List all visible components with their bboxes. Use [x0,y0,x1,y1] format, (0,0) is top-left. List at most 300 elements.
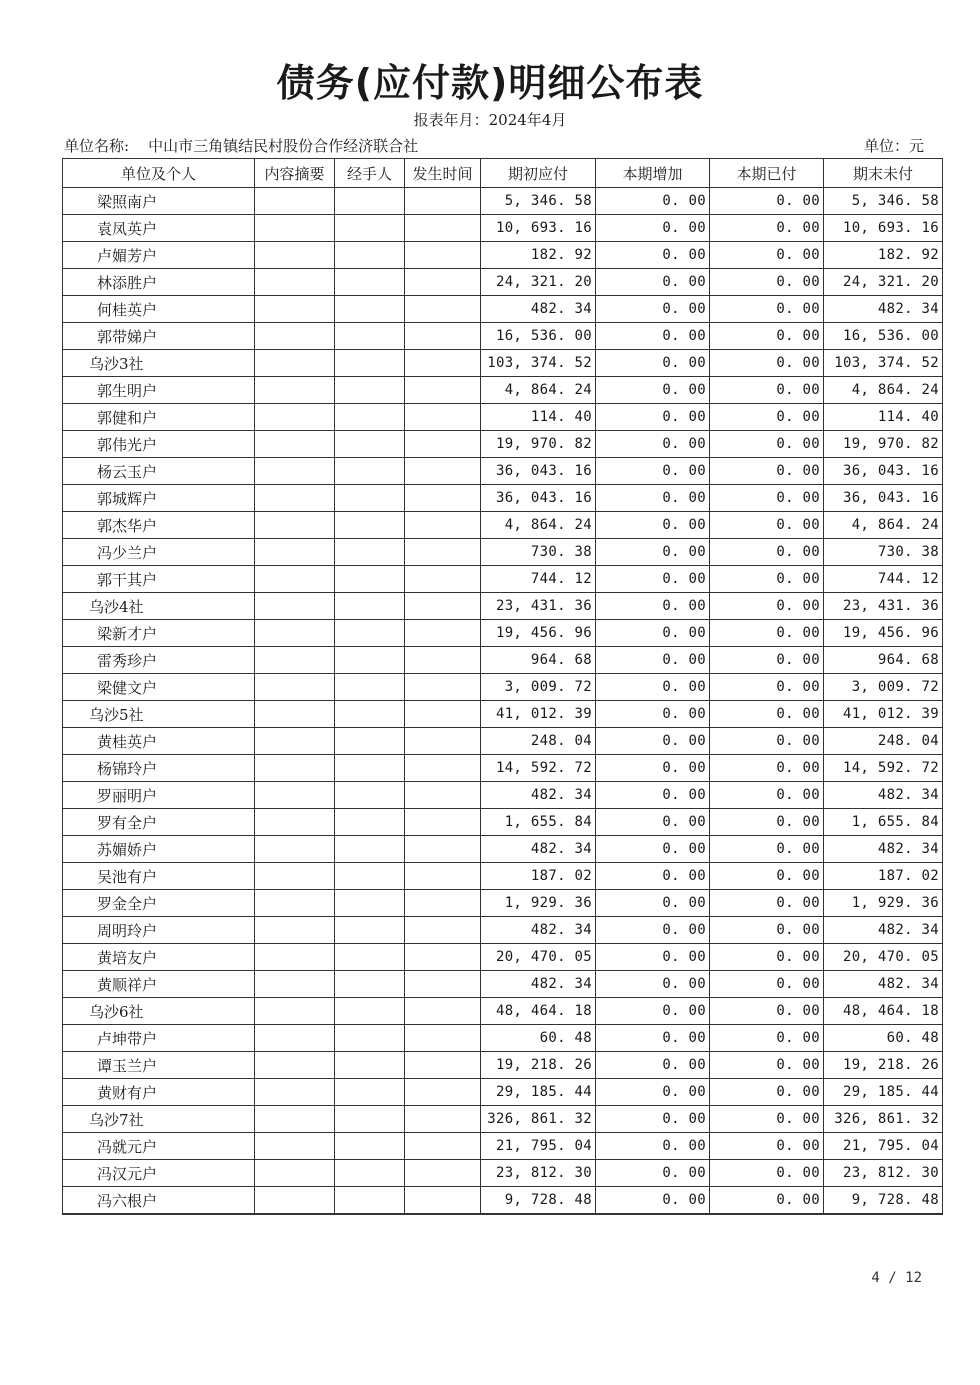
handler-cell [335,1160,405,1187]
added-cell: 0. 00 [596,539,710,566]
table-row [63,836,943,863]
table-row [63,431,943,458]
added-cell: 0. 00 [596,701,710,728]
opening-cell: 482. 34 [481,917,596,944]
column-header: 单位及个人 [63,159,255,188]
handler-cell [335,242,405,269]
table-row [63,296,943,323]
date-cell [405,782,481,809]
table-row-group [63,593,943,620]
date-cell [405,836,481,863]
added-cell: 0. 00 [596,188,710,215]
table-row [63,755,943,782]
handler-cell [335,566,405,593]
opening-cell: 182. 92 [481,242,596,269]
table-row [63,971,943,998]
opening-cell: 326, 861. 32 [481,1106,596,1133]
name-cell: 乌沙4社 [63,593,255,620]
handler-cell [335,755,405,782]
paid-cell: 0. 00 [710,701,824,728]
summary-cell [255,404,335,431]
paid-cell: 0. 00 [710,485,824,512]
handler-cell [335,863,405,890]
opening-cell: 482. 34 [481,782,596,809]
closing-cell: 19, 970. 82 [824,431,943,458]
paid-cell: 0. 00 [710,971,824,998]
paid-cell: 0. 00 [710,431,824,458]
summary-cell [255,377,335,404]
added-cell: 0. 00 [596,755,710,782]
closing-cell: 24, 321. 20 [824,269,943,296]
opening-cell: 19, 970. 82 [481,431,596,458]
page-title: 债务(应付款)明细公布表 [276,61,704,105]
handler-cell [335,431,405,458]
handler-cell [335,485,405,512]
date-cell [405,1106,481,1133]
closing-cell: 3, 009. 72 [824,674,943,701]
date-cell [405,188,481,215]
table-row [63,485,943,512]
opening-cell: 1, 655. 84 [481,809,596,836]
name-cell: 袁凤英户 [63,215,255,242]
summary-cell [255,431,335,458]
date-cell [405,1187,481,1215]
handler-cell [335,782,405,809]
opening-cell: 20, 470. 05 [481,944,596,971]
summary-cell [255,836,335,863]
paid-cell: 0. 00 [710,620,824,647]
handler-cell [335,647,405,674]
closing-cell: 730. 38 [824,539,943,566]
closing-cell: 744. 12 [824,566,943,593]
name-cell: 郭健和户 [63,404,255,431]
name-cell: 杨云玉户 [63,458,255,485]
table-row [63,728,943,755]
opening-cell: 24, 321. 20 [481,269,596,296]
name-cell: 吴池有户 [63,863,255,890]
paid-cell: 0. 00 [710,1160,824,1187]
opening-cell: 9, 728. 48 [481,1187,596,1215]
date-cell [405,431,481,458]
name-cell: 何桂英户 [63,296,255,323]
summary-cell [255,1052,335,1079]
handler-cell [335,1025,405,1052]
added-cell: 0. 00 [596,296,710,323]
summary-cell [255,188,335,215]
paid-cell: 0. 00 [710,1133,824,1160]
closing-cell: 21, 795. 04 [824,1133,943,1160]
paid-cell: 0. 00 [710,215,824,242]
table-row [63,188,943,215]
opening-cell: 3, 009. 72 [481,674,596,701]
opening-cell: 482. 34 [481,971,596,998]
date-cell [405,1133,481,1160]
closing-cell: 48, 464. 18 [824,998,943,1025]
summary-cell [255,1133,335,1160]
summary-cell [255,566,335,593]
column-header: 经手人 [335,159,405,188]
opening-cell: 23, 812. 30 [481,1160,596,1187]
paid-cell: 0. 00 [710,728,824,755]
date-cell [405,539,481,566]
added-cell: 0. 00 [596,485,710,512]
table-row [63,782,943,809]
table-row [63,1052,943,1079]
paid-cell: 0. 00 [710,782,824,809]
unit-line [64,135,924,157]
added-cell: 0. 00 [596,431,710,458]
date-cell [405,512,481,539]
date-cell [405,809,481,836]
name-cell: 罗金全户 [63,890,255,917]
name-cell: 苏媚娇户 [63,836,255,863]
name-cell: 郭伟光户 [63,431,255,458]
handler-cell [335,998,405,1025]
handler-cell [335,377,405,404]
summary-cell [255,755,335,782]
handler-cell [335,1052,405,1079]
summary-cell [255,971,335,998]
paid-cell: 0. 00 [710,296,824,323]
paid-cell: 0. 00 [710,944,824,971]
summary-cell [255,944,335,971]
opening-cell: 19, 456. 96 [481,620,596,647]
date-cell [405,647,481,674]
closing-cell: 964. 68 [824,647,943,674]
date-cell [405,728,481,755]
name-cell: 黄顺祥户 [63,971,255,998]
closing-cell: 482. 34 [824,971,943,998]
added-cell: 0. 00 [596,1079,710,1106]
paid-cell: 0. 00 [710,593,824,620]
date-cell [405,566,481,593]
name-cell: 冯汉元户 [63,1160,255,1187]
name-cell: 乌沙5社 [63,701,255,728]
name-cell: 郭干其户 [63,566,255,593]
closing-cell: 16, 536. 00 [824,323,943,350]
summary-cell [255,1106,335,1133]
name-cell: 乌沙7社 [63,1106,255,1133]
name-cell: 梁照南户 [63,188,255,215]
opening-cell: 14, 592. 72 [481,755,596,782]
date-cell [405,1025,481,1052]
table-row [63,620,943,647]
date-cell [405,890,481,917]
payables-table [62,158,943,1215]
closing-cell: 103, 374. 52 [824,350,943,377]
table-row [63,647,943,674]
closing-cell: 326, 861. 32 [824,1106,943,1133]
closing-cell: 19, 456. 96 [824,620,943,647]
summary-cell [255,674,335,701]
table-row [63,1187,943,1215]
summary-cell [255,215,335,242]
opening-cell: 482. 34 [481,836,596,863]
opening-cell: 114. 40 [481,404,596,431]
handler-cell [335,188,405,215]
summary-cell [255,1160,335,1187]
summary-cell [255,323,335,350]
summary-cell [255,485,335,512]
opening-cell: 19, 218. 26 [481,1052,596,1079]
table-row [63,1160,943,1187]
organization-name: 单位名称: 中山市三角镇结民村股份合作经济联合社 [64,137,419,155]
handler-cell [335,1187,405,1215]
summary-cell [255,890,335,917]
added-cell: 0. 00 [596,242,710,269]
added-cell: 0. 00 [596,971,710,998]
summary-cell [255,809,335,836]
handler-cell [335,971,405,998]
closing-cell: 14, 592. 72 [824,755,943,782]
summary-cell [255,863,335,890]
date-cell [405,323,481,350]
name-cell: 黄财有户 [63,1079,255,1106]
date-cell [405,863,481,890]
table-row [63,323,943,350]
closing-cell: 60. 48 [824,1025,943,1052]
date-cell [405,620,481,647]
name-cell: 冯少兰户 [63,539,255,566]
added-cell: 0. 00 [596,836,710,863]
table-row [63,1079,943,1106]
closing-cell: 29, 185. 44 [824,1079,943,1106]
handler-cell [335,350,405,377]
name-cell: 冯六根户 [63,1187,255,1215]
closing-cell: 114. 40 [824,404,943,431]
paid-cell: 0. 00 [710,1079,824,1106]
closing-cell: 20, 470. 05 [824,944,943,971]
table-header-row [63,159,943,188]
paid-cell: 0. 00 [710,350,824,377]
paid-cell: 0. 00 [710,1187,824,1215]
date-cell [405,755,481,782]
opening-cell: 36, 043. 16 [481,458,596,485]
closing-cell: 36, 043. 16 [824,485,943,512]
summary-cell [255,647,335,674]
name-cell: 罗丽明户 [63,782,255,809]
paid-cell: 0. 00 [710,404,824,431]
paid-cell: 0. 00 [710,836,824,863]
opening-cell: 730. 38 [481,539,596,566]
handler-cell [335,296,405,323]
handler-cell [335,674,405,701]
closing-cell: 482. 34 [824,296,943,323]
closing-cell: 10, 693. 16 [824,215,943,242]
table-row-group [63,701,943,728]
table-row [63,215,943,242]
opening-cell: 29, 185. 44 [481,1079,596,1106]
opening-cell: 23, 431. 36 [481,593,596,620]
closing-cell: 1, 929. 36 [824,890,943,917]
paid-cell: 0. 00 [710,323,824,350]
date-cell [405,350,481,377]
summary-cell [255,728,335,755]
paid-cell: 0. 00 [710,512,824,539]
paid-cell: 0. 00 [710,188,824,215]
paid-cell: 0. 00 [710,755,824,782]
date-cell [405,377,481,404]
paid-cell: 0. 00 [710,647,824,674]
table-row [63,1025,943,1052]
closing-cell: 482. 34 [824,782,943,809]
table-row [63,809,943,836]
added-cell: 0. 00 [596,782,710,809]
opening-cell: 60. 48 [481,1025,596,1052]
handler-cell [335,512,405,539]
table-row [63,1133,943,1160]
paid-cell: 0. 00 [710,674,824,701]
date-cell [405,971,481,998]
closing-cell: 41, 012. 39 [824,701,943,728]
handler-cell [335,728,405,755]
paid-cell: 0. 00 [710,1052,824,1079]
summary-cell [255,1025,335,1052]
table-row [63,512,943,539]
date-cell [405,701,481,728]
table-row [63,269,943,296]
table-row [63,539,943,566]
name-cell: 梁健文户 [63,674,255,701]
table-row [63,890,943,917]
added-cell: 0. 00 [596,1133,710,1160]
closing-cell: 482. 34 [824,836,943,863]
added-cell: 0. 00 [596,728,710,755]
closing-cell: 1, 655. 84 [824,809,943,836]
handler-cell [335,215,405,242]
column-header: 内容摘要 [255,159,335,188]
added-cell: 0. 00 [596,620,710,647]
date-cell [405,458,481,485]
opening-cell: 10, 693. 16 [481,215,596,242]
name-cell: 冯就元户 [63,1133,255,1160]
date-cell [405,944,481,971]
date-cell [405,1052,481,1079]
paid-cell: 0. 00 [710,890,824,917]
opening-cell: 744. 12 [481,566,596,593]
table-body [63,188,943,1215]
added-cell: 0. 00 [596,890,710,917]
paid-cell: 0. 00 [710,917,824,944]
added-cell: 0. 00 [596,1052,710,1079]
closing-cell: 182. 92 [824,242,943,269]
table-row [63,242,943,269]
added-cell: 0. 00 [596,809,710,836]
date-cell [405,485,481,512]
added-cell: 0. 00 [596,458,710,485]
opening-cell: 36, 043. 16 [481,485,596,512]
table-row-group [63,1106,943,1133]
handler-cell [335,404,405,431]
added-cell: 0. 00 [596,269,710,296]
table-row [63,458,943,485]
paid-cell: 0. 00 [710,998,824,1025]
opening-cell: 1, 929. 36 [481,890,596,917]
name-cell: 郭带娣户 [63,323,255,350]
name-cell: 林添胜户 [63,269,255,296]
added-cell: 0. 00 [596,998,710,1025]
handler-cell [335,890,405,917]
date-cell [405,998,481,1025]
added-cell: 0. 00 [596,404,710,431]
column-header: 本期已付 [710,159,824,188]
paid-cell: 0. 00 [710,863,824,890]
paid-cell: 0. 00 [710,566,824,593]
summary-cell [255,917,335,944]
table-row [63,944,943,971]
opening-cell: 4, 864. 24 [481,512,596,539]
paid-cell: 0. 00 [710,377,824,404]
page-number: 4 / 12 [871,1270,922,1286]
closing-cell: 23, 431. 36 [824,593,943,620]
name-cell: 杨锦玲户 [63,755,255,782]
opening-cell: 482. 34 [481,296,596,323]
summary-cell [255,458,335,485]
summary-cell [255,350,335,377]
date-cell [405,593,481,620]
handler-cell [335,269,405,296]
handler-cell [335,539,405,566]
opening-cell: 103, 374. 52 [481,350,596,377]
name-cell: 卢媚芳户 [63,242,255,269]
summary-cell [255,1079,335,1106]
summary-cell [255,512,335,539]
added-cell: 0. 00 [596,377,710,404]
added-cell: 0. 00 [596,674,710,701]
column-header: 本期增加 [596,159,710,188]
table-row [63,377,943,404]
closing-cell: 19, 218. 26 [824,1052,943,1079]
summary-cell [255,296,335,323]
date-cell [405,404,481,431]
paid-cell: 0. 00 [710,269,824,296]
summary-cell [255,539,335,566]
name-cell: 郭城辉户 [63,485,255,512]
date-cell [405,215,481,242]
closing-cell: 4, 864. 24 [824,512,943,539]
date-cell [405,1160,481,1187]
closing-cell: 482. 34 [824,917,943,944]
currency-unit: 单位：元 [863,137,924,155]
added-cell: 0. 00 [596,944,710,971]
opening-cell: 21, 795. 04 [481,1133,596,1160]
name-cell: 黄培友户 [63,944,255,971]
added-cell: 0. 00 [596,350,710,377]
closing-cell: 187. 02 [824,863,943,890]
added-cell: 0. 00 [596,1106,710,1133]
opening-cell: 16, 536. 00 [481,323,596,350]
closing-cell: 248. 04 [824,728,943,755]
handler-cell [335,836,405,863]
closing-cell: 9, 728. 48 [824,1187,943,1215]
column-header: 期末未付 [824,159,943,188]
name-cell: 乌沙6社 [63,998,255,1025]
date-cell [405,674,481,701]
paid-cell: 0. 00 [710,242,824,269]
handler-cell [335,1106,405,1133]
table-row [63,863,943,890]
handler-cell [335,593,405,620]
added-cell: 0. 00 [596,593,710,620]
handler-cell [335,701,405,728]
opening-cell: 248. 04 [481,728,596,755]
closing-cell: 23, 812. 30 [824,1160,943,1187]
date-cell [405,242,481,269]
column-header: 期初应付 [481,159,596,188]
column-header: 发生时间 [405,159,481,188]
name-cell: 罗有全户 [63,809,255,836]
date-cell [405,269,481,296]
